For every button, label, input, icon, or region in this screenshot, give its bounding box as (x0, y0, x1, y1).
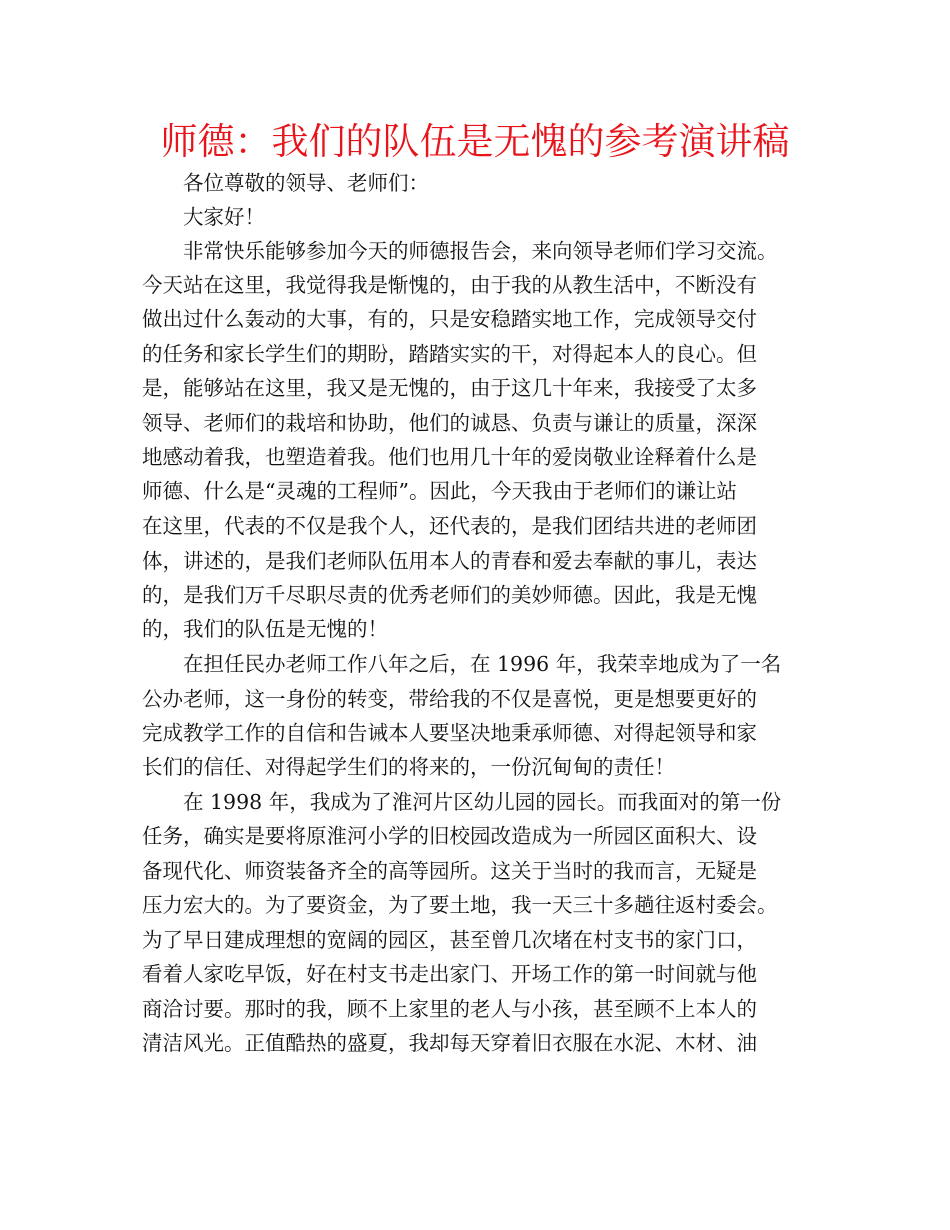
salutation-line: 各位尊敬的领导、老师们： (183, 171, 429, 195)
paragraph-line: 做出过什么轰动的大事，有的，只是安稳踏实地工作，完成领导交付 (142, 307, 757, 331)
paragraph-line: 完成教学工作的自信和告诫本人要坚决地秉承师德、对得起领导和家 (142, 721, 757, 745)
paragraph-line: 在 1998 年，我成为了淮河片区幼儿园的园长。而我面对的第一份 (183, 790, 782, 814)
paragraph-line: 压力宏大的。为了要资金，为了要土地，我一天三十多趟往返村委会。 (142, 893, 778, 917)
greeting-line: 大家好！ (183, 205, 265, 229)
paragraph-line: 在担任民办老师工作八年之后，在 1996 年，我荣幸地成为了一名 (183, 652, 782, 676)
paragraph-line: 地感动着我，也塑造着我。他们也用几十年的爱岗敬业诠释着什么是 (142, 445, 757, 469)
document-title: 师德：我们的队伍是无愧的参考演讲稿 (160, 120, 790, 163)
paragraph-line: 今天站在这里，我觉得我是惭愧的，由于我的从教生活中，不断没有 (142, 273, 757, 297)
paragraph-line: 看着人家吃早饭，好在村支书走出家门、开场工作的第一时间就与他 (142, 962, 757, 986)
paragraph-line: 公办老师，这一身份的转变，带给我的不仅是喜悦，更是想要更好的 (142, 687, 757, 711)
paragraph-line: 长们的信任、对得起学生们的将来的，一份沉甸甸的责任！ (142, 755, 675, 779)
paragraph-line: 体，讲述的，是我们老师队伍用本人的青春和爱去奉献的事儿，表达 (142, 549, 757, 573)
paragraph-line: 领导、老师们的栽培和协助，他们的诚恳、负责与谦让的质量，深深 (142, 411, 757, 435)
paragraph-line: 为了早日建成理想的宽阔的园区，甚至曾几次堵在村支书的家门口， (142, 928, 757, 952)
paragraph-line: 非常快乐能够参加今天的师德报告会，来向领导老师们学习交流。 (183, 239, 778, 263)
paragraph-line: 任务，确实是要将原淮河小学的旧校园改造成为一所园区面积大、设 (142, 824, 757, 848)
paragraph-line: 备现代化、师资装备齐全的高等园所。这关于当时的我而言，无疑是 (142, 859, 757, 883)
paragraph-line: 是，能够站在这里，我又是无愧的，由于这几十年来，我接受了太多 (142, 376, 757, 400)
paragraph-line: 商洽讨要。那时的我，顾不上家里的老人与小孩，甚至顾不上本人的 (142, 997, 757, 1021)
paragraph-line: 的，我们的队伍是无愧的！ (142, 617, 388, 641)
paragraph-line: 的任务和家长学生们的期盼，踏踏实实的干，对得起本人的良心。但 (142, 342, 757, 366)
paragraph-line: 清洁风光。正值酷热的盛夏，我却每天穿着旧衣服在水泥、木材、油 (142, 1031, 757, 1055)
paragraph-line: 的，是我们万千尽职尽责的优秀老师们的美妙师德。因此，我是无愧 (142, 583, 757, 607)
paragraph-line: 师德、什么是“灵魂的工程师”。因此，今天我由于老师们的谦让站 (142, 479, 737, 503)
paragraph-line: 在这里，代表的不仅是我个人，还代表的，是我们团结共进的老师团 (142, 514, 757, 538)
